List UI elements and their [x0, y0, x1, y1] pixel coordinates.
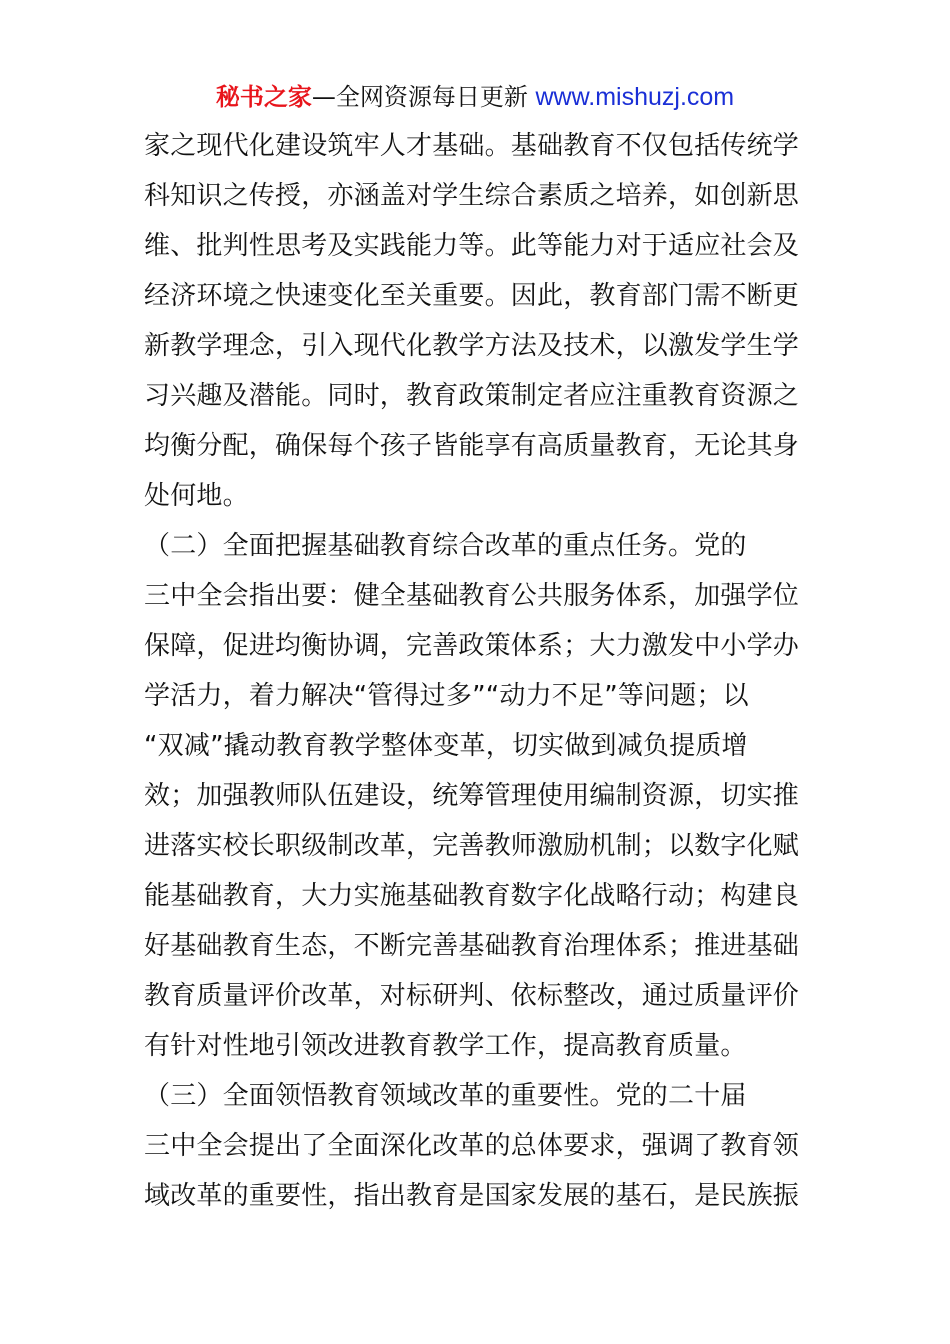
text-line: “双减”撬动教育教学整体变革，切实做到减负提质增 [144, 731, 748, 761]
text-line: 效；加强教师队伍建设，统筹管理使用编制资源，切实推 [144, 781, 800, 811]
text-line: 维、批判性思考及实践能力等。此等能力对于适应社会及 [144, 231, 800, 261]
text-line: （二）全面把握基础教育综合改革的重点任务。党的 [144, 531, 747, 561]
text-line: 能基础教育，大力实施基础教育数字化战略行动；构建良 [144, 881, 800, 911]
text-line: 均衡分配，确保每个孩子皆能享有高质量教育，无论其身 [144, 431, 800, 461]
text-line: 处何地。 [144, 481, 249, 511]
text-line: 三中全会指出要：健全基础教育公共服务体系，加强学位 [144, 581, 800, 611]
text-line: 家之现代化建设筑牢人才基础。基础教育不仅包括传统学 [144, 131, 800, 161]
text-line: 学活力，着力解决“管得过多”“动力不足”等问题；以 [144, 681, 749, 711]
text-line: 教育质量评价改革，对标研判、依标整改，通过质量评价 [144, 981, 800, 1011]
text-line: 习兴趣及潜能。同时，教育政策制定者应注重教育资源之 [144, 381, 800, 411]
site-tagline: —全网资源每日更新 [311, 83, 528, 111]
text-line: 进落实校长职级制改革，完善教师激励机制；以数字化赋 [144, 831, 800, 861]
document-body [144, 121, 824, 1221]
text-line: 域改革的重要性，指出教育是国家发展的基石，是民族振 [144, 1181, 800, 1211]
text-line: 经济环境之快速变化至关重要。因此，教育部门需不断更 [144, 281, 800, 311]
site-header [0, 80, 950, 114]
text-line: 有针对性地引领改进教育教学工作，提高教育质量。 [144, 1031, 747, 1061]
text-line: 好基础教育生态，不断完善基础教育治理体系；推进基础 [144, 931, 800, 961]
text-line: 新教学理念，引入现代化教学方法及技术，以激发学生学 [144, 331, 800, 361]
text-line: 科知识之传授，亦涵盖对学生综合素质之培养，如创新思 [144, 181, 800, 211]
site-brand: 秘书之家 [215, 83, 312, 111]
site-url-link[interactable]: www.mishuzj.com [535, 83, 735, 111]
text-line: 三中全会提出了全面深化改革的总体要求，强调了教育领 [144, 1131, 800, 1161]
text-line: （三）全面领悟教育领域改革的重要性。党的二十届 [144, 1081, 747, 1111]
text-line: 保障，促进均衡协调，完善政策体系；大力激发中小学办 [144, 631, 800, 661]
